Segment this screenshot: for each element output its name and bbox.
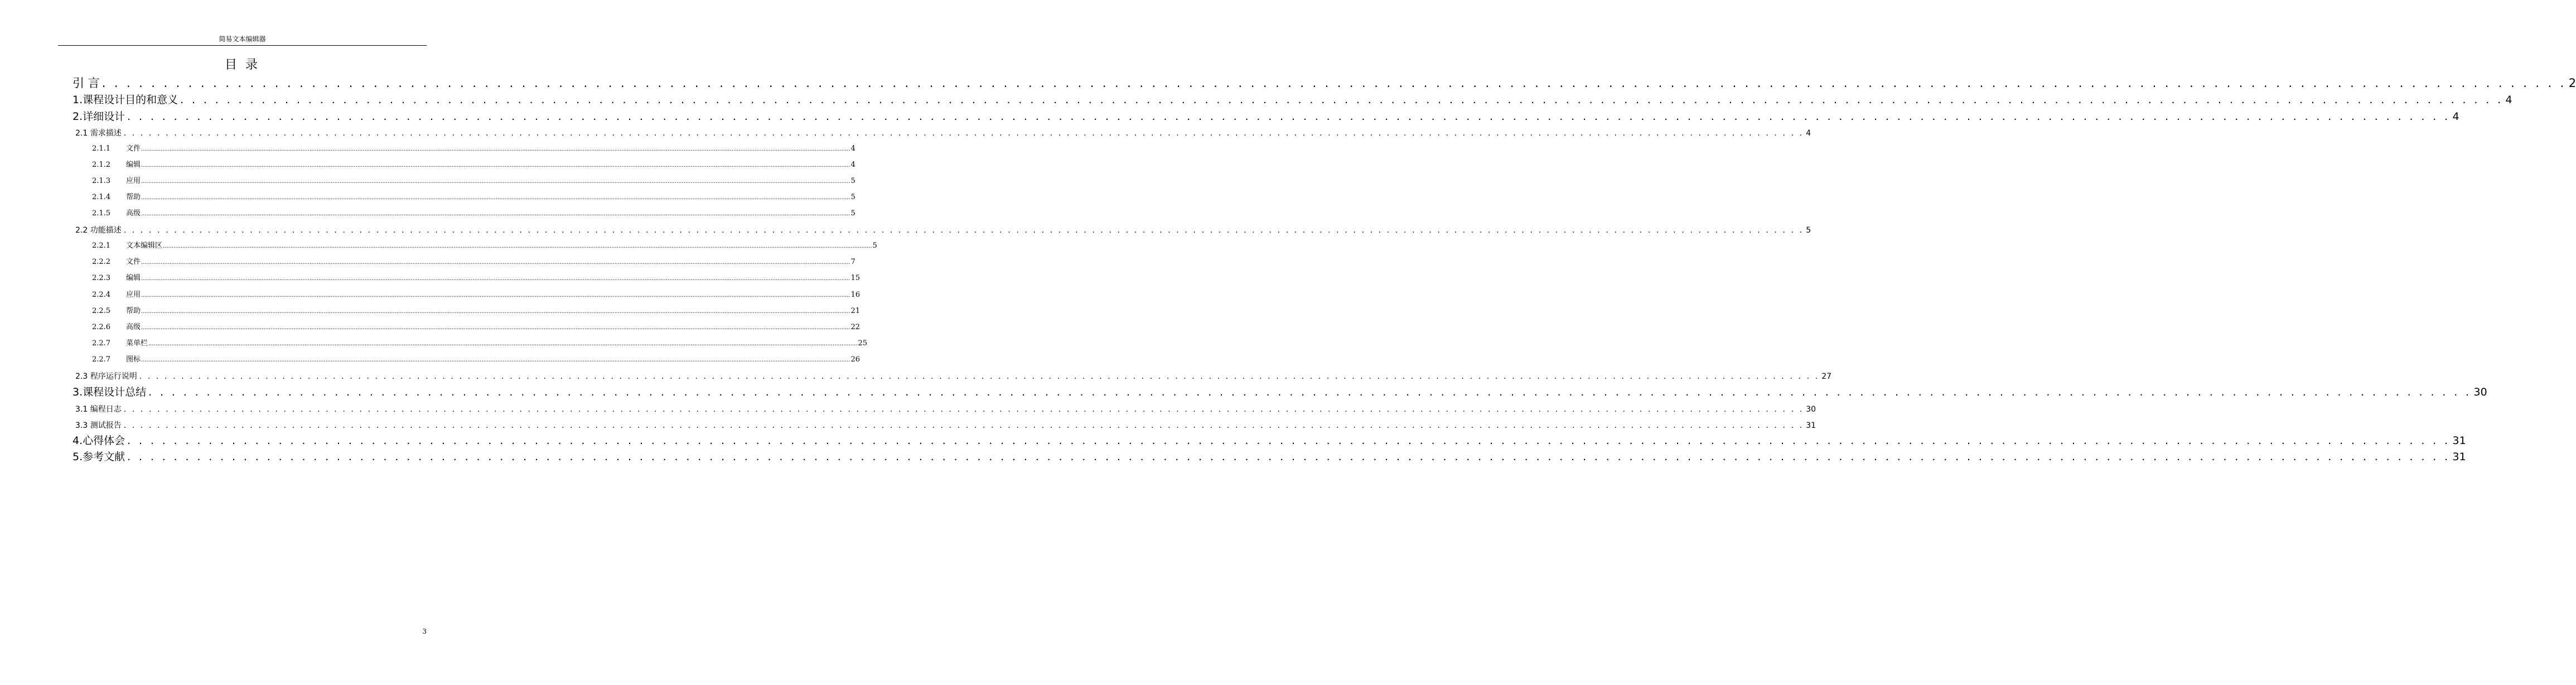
toc-entry-label: 高级	[126, 323, 141, 331]
toc-entry[interactable]	[75, 128, 1811, 139]
toc-leader-dots: ................................................................................................................................................................................................................................................................................................................................................................................................................	[141, 179, 850, 185]
toc-entry[interactable]	[92, 290, 861, 300]
toc-entry-number: 2.2.2	[92, 258, 111, 266]
toc-entry[interactable]	[75, 371, 1832, 382]
toc-leader-dots: ................................................................................................................................................................................................................................................................................................................................................................................................................	[141, 259, 850, 266]
toc-leader-dots: . . . . . . . . . . . . . . . . . . . . . . . . . . . . . . . . . . . . . . . . . . . . . . . . . . . . . . . . . . . . . . . . . . . . . . . . . . . . . . . . . . . . . . . . . . . . . . . . . . . . . . . . . . . . . . . . . . . . . . . . . . . . . . . . . . . . . . . . . . . . . . . . . . . . . . . . . . . . . . . . . . . . . . . . . . . . . . . . . . . . . . . . . . . . . . . . . . . . . . . .	[180, 94, 2503, 106]
toc-entry[interactable]	[73, 433, 2466, 448]
toc-entry-page: 16	[850, 291, 861, 299]
page-number: 3	[422, 628, 427, 635]
toc-entry-label: 2.详细设计	[73, 110, 125, 123]
toc-entry-page: 26	[850, 355, 861, 364]
toc-entry[interactable]	[92, 355, 861, 365]
toc-leader-dots: . . . . . . . . . . . . . . . . . . . . . . . . . . . . . . . . . . . . . . . . . . . . . . . . . . . . . . . . . . . . . . . . . . . . . . . . . . . . . . . . . . . . . . . . . . . . . . . . . . . . . . . . . . . . . . . . . . . . . . . . . . . . . . . . . . . . . . . . . . . . . . . . . . . . . . . . . . . . . . . . . . . . . . . . . . . . . . . . . . . . . . . . . . . . . . . . . . . . . . . .	[102, 76, 2567, 90]
toc-entry-label: 引 言	[73, 76, 100, 90]
toc-entry-number: 2.1.3	[92, 177, 111, 185]
toc-entry[interactable]	[92, 322, 861, 332]
toc-leader-dots: ................................................................................................................................................................................................................................................................................................................................................................................................................	[163, 243, 872, 249]
toc-entry-label: 图标	[126, 355, 141, 364]
toc-entry[interactable]	[92, 209, 856, 219]
toc-entry[interactable]	[92, 273, 861, 283]
toc-entry-page: 2	[2568, 76, 2576, 90]
toc-entry-label: 文件	[126, 258, 141, 266]
toc-entry-number: 2.2.3	[92, 274, 111, 282]
toc-entry-page: 30	[2473, 386, 2487, 398]
toc-leader-dots: . . . . . . . . . . . . . . . . . . . . . . . . . . . . . . . . . . . . . . . . . . . . . . . . . . . . . . . . . . . . . . . . . . . . . . . . . . . . . . . . . . . . . . . . . . . . . . . . . . . . . . . . . . . . . . . . . . . . . . . . . . . . . . . . . . . . . . . . . . . . . . . . . . . . . . . . . . . . . . . . . . . . . . . . . . . . . . . . . . . . . . . . . . . . . . . . . . . . . . . .	[148, 386, 2472, 398]
toc-entry[interactable]	[92, 144, 856, 154]
toc-entry[interactable]	[92, 257, 856, 267]
toc-entry-page: 5	[1806, 226, 1811, 235]
toc-entry-page: 4	[2452, 110, 2459, 123]
toc-entry-page: 5	[872, 242, 877, 250]
toc-entry-number: 2.2.7	[92, 339, 111, 348]
toc-leader-dots: ................................................................................................................................................................................................................................................................................................................................................................................................................	[141, 357, 850, 363]
toc-entry[interactable]	[75, 404, 1816, 415]
toc-entry-number: 2.2.5	[92, 307, 111, 315]
toc-entry-number: 2.1.5	[92, 209, 111, 218]
toc-entry[interactable]	[73, 93, 2512, 107]
toc-entry-number: 2.1.4	[92, 193, 111, 201]
toc-entry-page: 7	[850, 258, 856, 266]
toc-leader-dots: ................................................................................................................................................................................................................................................................................................................................................................................................................	[141, 276, 850, 282]
toc-leader-dots: . . . . . . . . . . . . . . . . . . . . . . . . . . . . . . . . . . . . . . . . . . . . . . . . . . . . . . . . . . . . . . . . . . . . . . . . . . . . . . . . . . . . . . . . . . . . . . . . . . . . . . . . . . . . . . . . . . . . . . . . . . . . . . . . . . . . . . . . . . . . . . . . . . . . . . . . . . . . . . . . . . . . . . . . . . . . . . . . . . . . . . . . . . . . . . . . . . . . . . . .	[139, 372, 1820, 381]
toc-entry-label: 2.3 程序运行说明	[75, 372, 137, 381]
toc-leader-dots: . . . . . . . . . . . . . . . . . . . . . . . . . . . . . . . . . . . . . . . . . . . . . . . . . . . . . . . . . . . . . . . . . . . . . . . . . . . . . . . . . . . . . . . . . . . . . . . . . . . . . . . . . . . . . . . . . . . . . . . . . . . . . . . . . . . . . . . . . . . . . . . . . . . . . . . . . . . . . . . . . . . . . . . . . . . . . . . . . . . . . . . . . . . . . . . . . . . . . . . .	[127, 435, 2451, 447]
toc-leader-dots: . . . . . . . . . . . . . . . . . . . . . . . . . . . . . . . . . . . . . . . . . . . . . . . . . . . . . . . . . . . . . . . . . . . . . . . . . . . . . . . . . . . . . . . . . . . . . . . . . . . . . . . . . . . . . . . . . . . . . . . . . . . . . . . . . . . . . . . . . . . . . . . . . . . . . . . . . . . . . . . . . . . . . . . . . . . . . . . . . . . . . . . . . . . . . . . . . . . . . . . .	[127, 451, 2451, 463]
toc-entry[interactable]	[92, 160, 856, 170]
toc-entry-page: 15	[850, 274, 861, 282]
toc-title: 目 录	[225, 58, 260, 72]
toc-leader-dots: . . . . . . . . . . . . . . . . . . . . . . . . . . . . . . . . . . . . . . . . . . . . . . . . . . . . . . . . . . . . . . . . . . . . . . . . . . . . . . . . . . . . . . . . . . . . . . . . . . . . . . . . . . . . . . . . . . . . . . . . . . . . . . . . . . . . . . . . . . . . . . . . . . . . . . . . . . . . . . . . . . . . . . . . . . . . . . . . . . . . . . . . . . . . . . . . . . . . . . . .	[123, 226, 1804, 235]
toc-leader-dots: ................................................................................................................................................................................................................................................................................................................................................................................................................	[141, 325, 850, 331]
toc-leader-dots: . . . . . . . . . . . . . . . . . . . . . . . . . . . . . . . . . . . . . . . . . . . . . . . . . . . . . . . . . . . . . . . . . . . . . . . . . . . . . . . . . . . . . . . . . . . . . . . . . . . . . . . . . . . . . . . . . . . . . . . . . . . . . . . . . . . . . . . . . . . . . . . . . . . . . . . . . . . . . . . . . . . . . . . . . . . . . . . . . . . . . . . . . . . . . . . . . . . . . . . .	[123, 405, 1804, 414]
toc-entry[interactable]	[92, 192, 856, 202]
toc-entry-page: 30	[1806, 405, 1816, 414]
toc-entry-page: 31	[1806, 421, 1816, 430]
toc-entry-page: 31	[2452, 451, 2466, 463]
toc-entry-label: 5.参考文献	[73, 451, 125, 463]
toc-entry[interactable]	[92, 176, 856, 186]
toc-entry[interactable]	[75, 420, 1816, 431]
toc-entry-page: 4	[2505, 94, 2512, 106]
toc-entry-number: 2.1.1	[92, 144, 111, 153]
toc-entry-label: 编辑	[126, 161, 141, 169]
toc-entry-page: 22	[850, 323, 861, 331]
toc-entry-label: 2.2 功能描述	[75, 226, 122, 235]
toc-entry[interactable]	[92, 306, 861, 316]
toc-leader-dots: ................................................................................................................................................................................................................................................................................................................................................................................................................	[141, 308, 850, 315]
toc-entry[interactable]	[75, 225, 1811, 236]
toc-entry-page: 25	[858, 339, 868, 348]
toc-entry[interactable]	[73, 385, 2487, 399]
toc-entry-page: 21	[850, 307, 861, 315]
toc-entry-label: 文本编辑区	[126, 242, 163, 250]
toc-entry-label: 编辑	[126, 274, 141, 282]
toc-entry-page: 5	[850, 209, 856, 218]
running-header: 简易文本编辑器	[219, 35, 266, 43]
toc-entry-label: 4.心得体会	[73, 435, 125, 447]
toc-entry-label: 3.1 编程日志	[75, 405, 122, 414]
toc-entry-page: 5	[850, 177, 856, 185]
toc-entry[interactable]	[92, 241, 877, 251]
toc-entry[interactable]	[73, 109, 2459, 124]
toc-entry-label: 3.3 测试报告	[75, 421, 122, 430]
toc-leader-dots: . . . . . . . . . . . . . . . . . . . . . . . . . . . . . . . . . . . . . . . . . . . . . . . . . . . . . . . . . . . . . . . . . . . . . . . . . . . . . . . . . . . . . . . . . . . . . . . . . . . . . . . . . . . . . . . . . . . . . . . . . . . . . . . . . . . . . . . . . . . . . . . . . . . . . . . . . . . . . . . . . . . . . . . . . . . . . . . . . . . . . . . . . . . . . . . . . . . . . . . .	[127, 110, 2451, 123]
toc-leader-dots: ................................................................................................................................................................................................................................................................................................................................................................................................................	[141, 292, 850, 298]
toc-entry-label: 应用	[126, 291, 141, 299]
toc-entry[interactable]	[92, 339, 868, 349]
toc-leader-dots: ................................................................................................................................................................................................................................................................................................................................................................................................................	[141, 211, 850, 217]
toc-leader-dots: ................................................................................................................................................................................................................................................................................................................................................................................................................	[148, 341, 858, 347]
toc-entry-page: 4	[850, 144, 856, 153]
toc-entry-number: 2.2.7	[92, 355, 111, 364]
toc-leader-dots: ................................................................................................................................................................................................................................................................................................................................................................................................................	[141, 162, 850, 168]
toc-entry-page: 4	[850, 161, 856, 169]
toc-entry-page: 4	[1806, 129, 1811, 138]
toc-entry[interactable]	[73, 450, 2466, 464]
toc-entry-number: 2.2.1	[92, 242, 111, 250]
toc-leader-dots: . . . . . . . . . . . . . . . . . . . . . . . . . . . . . . . . . . . . . . . . . . . . . . . . . . . . . . . . . . . . . . . . . . . . . . . . . . . . . . . . . . . . . . . . . . . . . . . . . . . . . . . . . . . . . . . . . . . . . . . . . . . . . . . . . . . . . . . . . . . . . . . . . . . . . . . . . . . . . . . . . . . . . . . . . . . . . . . . . . . . . . . . . . . . . . . . . . . . . . . .	[123, 421, 1804, 430]
toc-entry-page: 27	[1821, 372, 1832, 381]
toc-entry-number: 2.2.4	[92, 291, 111, 299]
toc-entry-label: 2.1 需求描述	[75, 129, 122, 138]
toc-leader-dots: ................................................................................................................................................................................................................................................................................................................................................................................................................	[141, 146, 850, 152]
toc-entry-label: 帮助	[126, 193, 141, 201]
toc-entry-label: 帮助	[126, 307, 141, 315]
toc-entry-label: 高级	[126, 209, 141, 218]
toc-leader-dots: . . . . . . . . . . . . . . . . . . . . . . . . . . . . . . . . . . . . . . . . . . . . . . . . . . . . . . . . . . . . . . . . . . . . . . . . . . . . . . . . . . . . . . . . . . . . . . . . . . . . . . . . . . . . . . . . . . . . . . . . . . . . . . . . . . . . . . . . . . . . . . . . . . . . . . . . . . . . . . . . . . . . . . . . . . . . . . . . . . . . . . . . . . . . . . . . . . . . . . . .	[123, 129, 1804, 138]
toc-entry-number: 2.2.6	[92, 323, 111, 331]
toc-entry-label: 菜单栏	[126, 339, 148, 348]
toc-entry[interactable]	[73, 76, 2576, 90]
toc-leader-dots: ................................................................................................................................................................................................................................................................................................................................................................................................................	[141, 195, 850, 201]
toc-entry-number: 2.1.2	[92, 161, 111, 169]
toc-entry-label: 1.课程设计目的和意义	[73, 94, 178, 106]
toc-entry-page: 31	[2452, 435, 2466, 447]
toc-entry-label: 3.课程设计总结	[73, 386, 147, 398]
toc-entry-page: 5	[850, 193, 856, 201]
toc-entry-label: 文件	[126, 144, 141, 153]
toc-entry-label: 应用	[126, 177, 141, 185]
